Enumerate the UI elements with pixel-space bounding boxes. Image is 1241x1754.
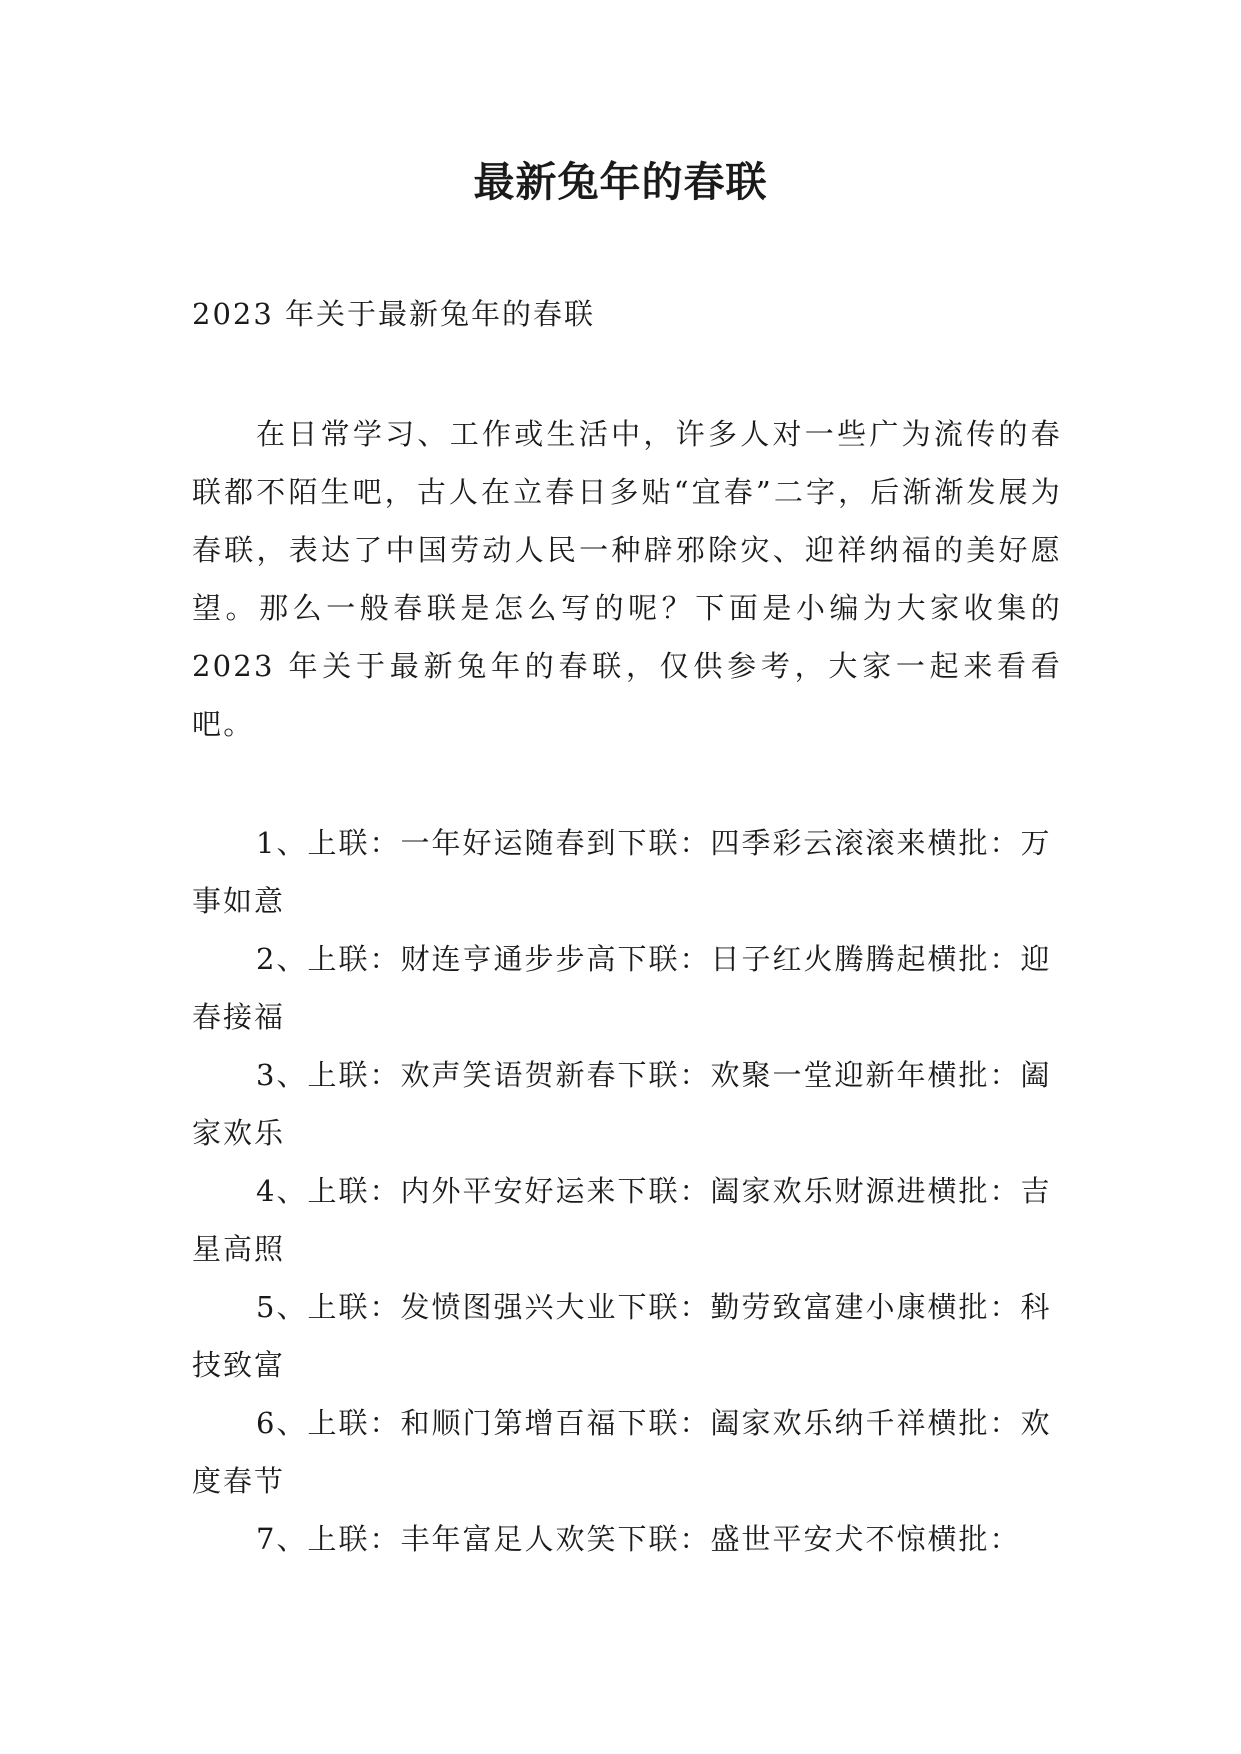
couplet-item-3: 3、上联：欢声笑语贺新春下联：欢聚一堂迎新年横批：阖家欢乐	[192, 1058, 1052, 1150]
couplet-item-5: 5、上联：发愤图强兴大业下联：勤劳致富建小康横批：科技致富	[192, 1290, 1052, 1382]
couplet-item-7: 7、上联：丰年富足人欢笑下联：盛世平安犬不惊横批：	[256, 1522, 1021, 1556]
document-subtitle: 2023 年关于最新兔年的春联	[192, 297, 596, 331]
couplet-list	[192, 814, 1072, 1568]
couplet-item-2: 2、上联：财连亨通步步高下联：日子红火腾腾起横批：迎春接福	[192, 942, 1052, 1034]
couplet-item-4: 4、上联：内外平安好运来下联：阖家欢乐财源进横批：吉星高照	[192, 1174, 1052, 1266]
document-title: 最新兔年的春联	[473, 158, 768, 206]
couplet-item-6: 6、上联：和顺门第增百福下联：阖家欢乐纳千祥横批：欢度春节	[192, 1406, 1052, 1498]
intro-paragraph: 在日常学习、工作或生活中，许多人对一些广为流传的春联都不陌生吧，古人在立春日多贴“宜春”二字，后渐渐发展为春联，表达了中国劳动人民一种辟邪除灾、迎祥纳福的美好愿望。那么一般春联是怎么写的呢？下面是小编为大家收集的2023 年关于最新兔年的春联，仅供参考，大家一起来看看吧。	[192, 417, 1062, 741]
couplet-item-1: 1、上联：一年好运随春到下联：四季彩云滚滚来横批：万事如意	[192, 826, 1052, 918]
